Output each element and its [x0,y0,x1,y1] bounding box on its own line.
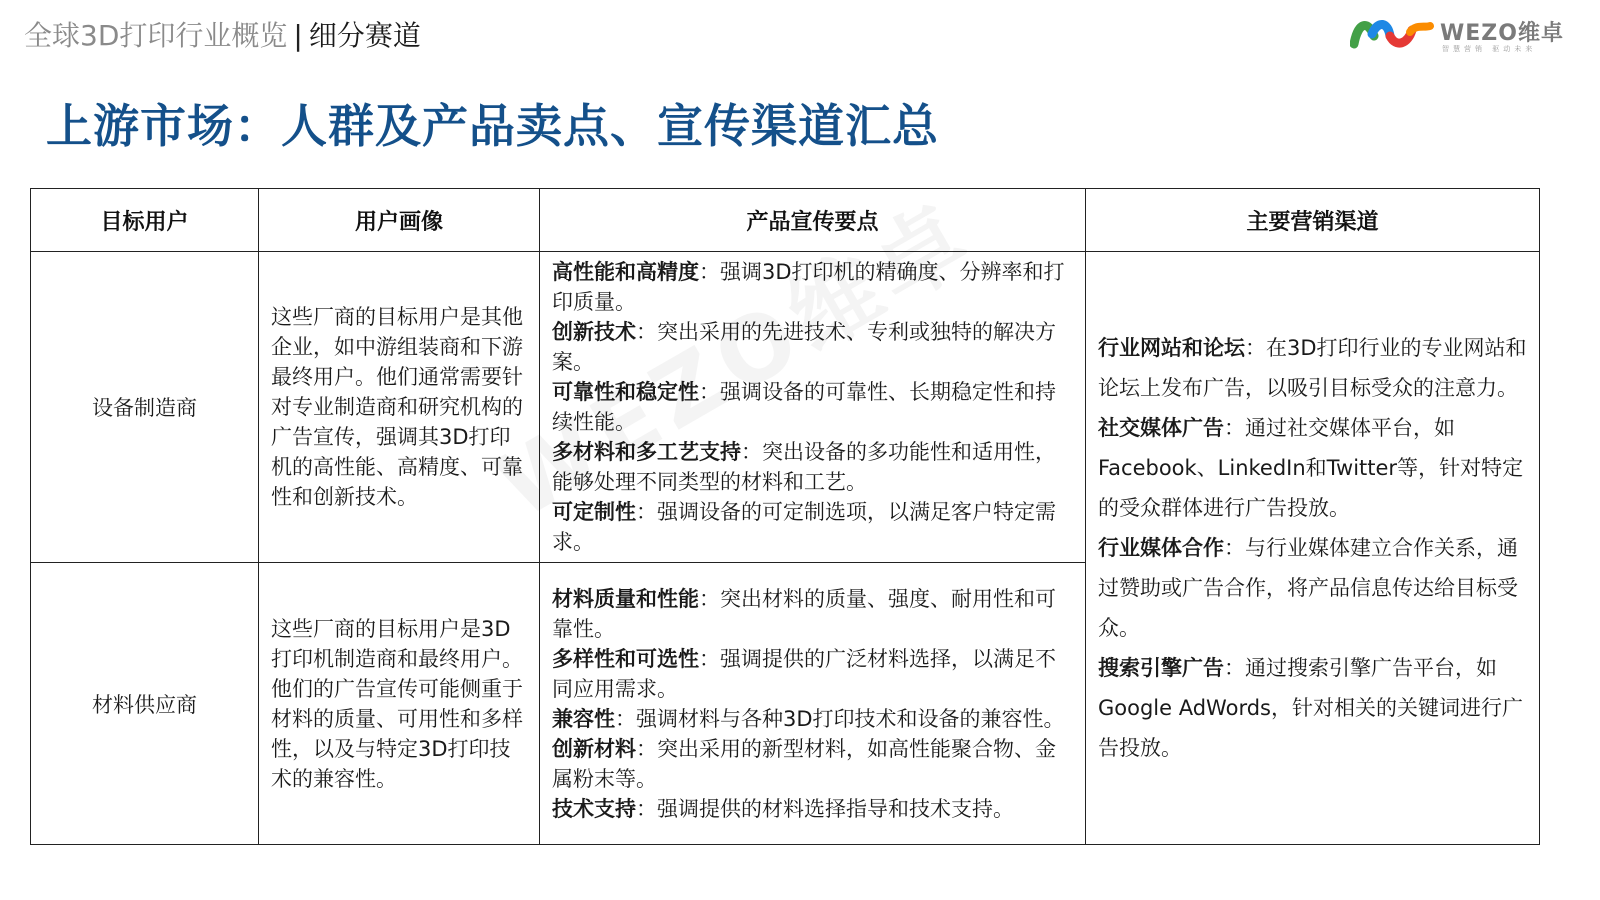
point-item [552,584,1073,644]
logo-tagline: 智慧营销 驱动未来 [1442,45,1537,53]
point-text: ：强调材料与各种3D打印技术和设备的兼容性。 [615,706,1065,731]
point-title: 多样性和可选性 [552,646,699,671]
point-text: ：突出采用的先进技术、专利或独特的解决方案。 [552,320,1056,374]
point-title: 创新材料 [552,736,636,761]
point-item [552,257,1073,317]
point-title: 可靠性和稳定性 [552,380,699,404]
channel-item [1098,328,1527,408]
summary-table [30,188,1540,845]
point-text: ：强调提供的材料选择指导和技术支持。 [636,796,1014,821]
channel-text: ：通过社交媒体平台，如Facebook、LinkedIn和Twitter等，针对特定的受众群体进行广告投放。 [1098,416,1524,520]
channel-title: 行业媒体合作 [1098,536,1224,560]
target-user-cell: 设备制造商 [31,252,259,563]
logo-brand-text: WEZO维卓 [1440,21,1564,46]
user-portrait-cell: 这些厂商的目标用户是3D打印机制造商和最终用户。他们的广告宣传可能侧重于材料的质量、可用性和多样性，以及与特定3D打印技术的兼容性。 [259,563,540,845]
user-portrait-cell: 这些厂商的目标用户是其他企业，如中游组装商和下游最终用户。他们通常需要针对专业制造商和研究机构的广告宣传，强调其3D打印机的高性能、高精度、可靠性和创新技术。 [259,252,540,563]
point-text: ：突出材料的质量、强度、耐用性和可靠性。 [552,586,1056,641]
point-title: 兼容性 [552,706,615,731]
channel-title: 社交媒体广告 [1098,416,1224,440]
channel-title: 搜索引擎广告 [1098,656,1224,680]
breadcrumb-subsection: 细分赛道 [308,19,421,52]
point-title: 高性能和高精度 [552,260,699,284]
channel-item [1098,648,1527,768]
breadcrumb-separator: | [293,19,303,52]
product-points-cell [540,563,1086,845]
channel-text: ：与行业媒体建立合作关系，通过赞助或广告合作，将产品信息传达给目标受众。 [1098,536,1518,640]
point-item [552,644,1073,704]
point-title: 多材料和多工艺支持 [552,440,741,464]
point-text: ：强调设备的可定制选项，以满足客户特定需求。 [552,500,1056,554]
channel-text: ：通过搜索引擎广告平台，如Google AdWords，针对相关的关键词进行广告投放。 [1098,656,1523,760]
point-item [552,794,1073,824]
point-item [552,734,1073,794]
point-title: 技术支持 [552,796,636,821]
breadcrumb [24,18,421,54]
point-item [552,704,1073,734]
point-text: ：强调3D打印机的精确度、分辨率和打印质量。 [552,260,1065,314]
point-item [552,437,1073,497]
channel-item [1098,528,1527,648]
point-title: 创新技术 [552,320,636,344]
marketing-channels-cell [1086,252,1540,845]
table-header-row [31,189,1540,252]
point-text: ：强调提供的广泛材料选择，以满足不同应用需求。 [552,646,1056,701]
target-user-cell: 材料供应商 [31,563,259,845]
header-target-user: 目标用户 [31,189,259,252]
point-title: 可定制性 [552,500,636,524]
channel-item [1098,408,1527,528]
point-title: 材料质量和性能 [552,586,699,611]
brand-logo [1350,14,1564,54]
point-text: ：突出采用的新型材料，如高性能聚合物、金属粉末等。 [552,736,1056,791]
header-marketing-channels: 主要营销渠道 [1086,189,1540,252]
header-product-points: 产品宣传要点 [540,189,1086,252]
page-title: 上游市场：人群及产品卖点、宣传渠道汇总 [46,99,939,153]
channel-title: 行业网站和论坛 [1098,336,1245,360]
channel-text: ：在3D打印行业的专业网站和论坛上发布广告，以吸引目标受众的注意力。 [1098,336,1527,400]
point-item [552,377,1073,437]
breadcrumb-section: 全球3D打印行业概览 [24,19,288,52]
point-text: ：强调设备的可靠性、长期稳定性和持续性能。 [552,380,1056,434]
product-points-cell [540,252,1086,563]
header-user-portrait: 用户画像 [259,189,540,252]
logo-mark-icon [1350,14,1436,54]
point-text: ：突出设备的多功能性和适用性，能够处理不同类型的材料和工艺。 [552,440,1056,494]
point-item [552,497,1073,557]
point-item [552,317,1073,377]
table-row [31,252,1540,563]
